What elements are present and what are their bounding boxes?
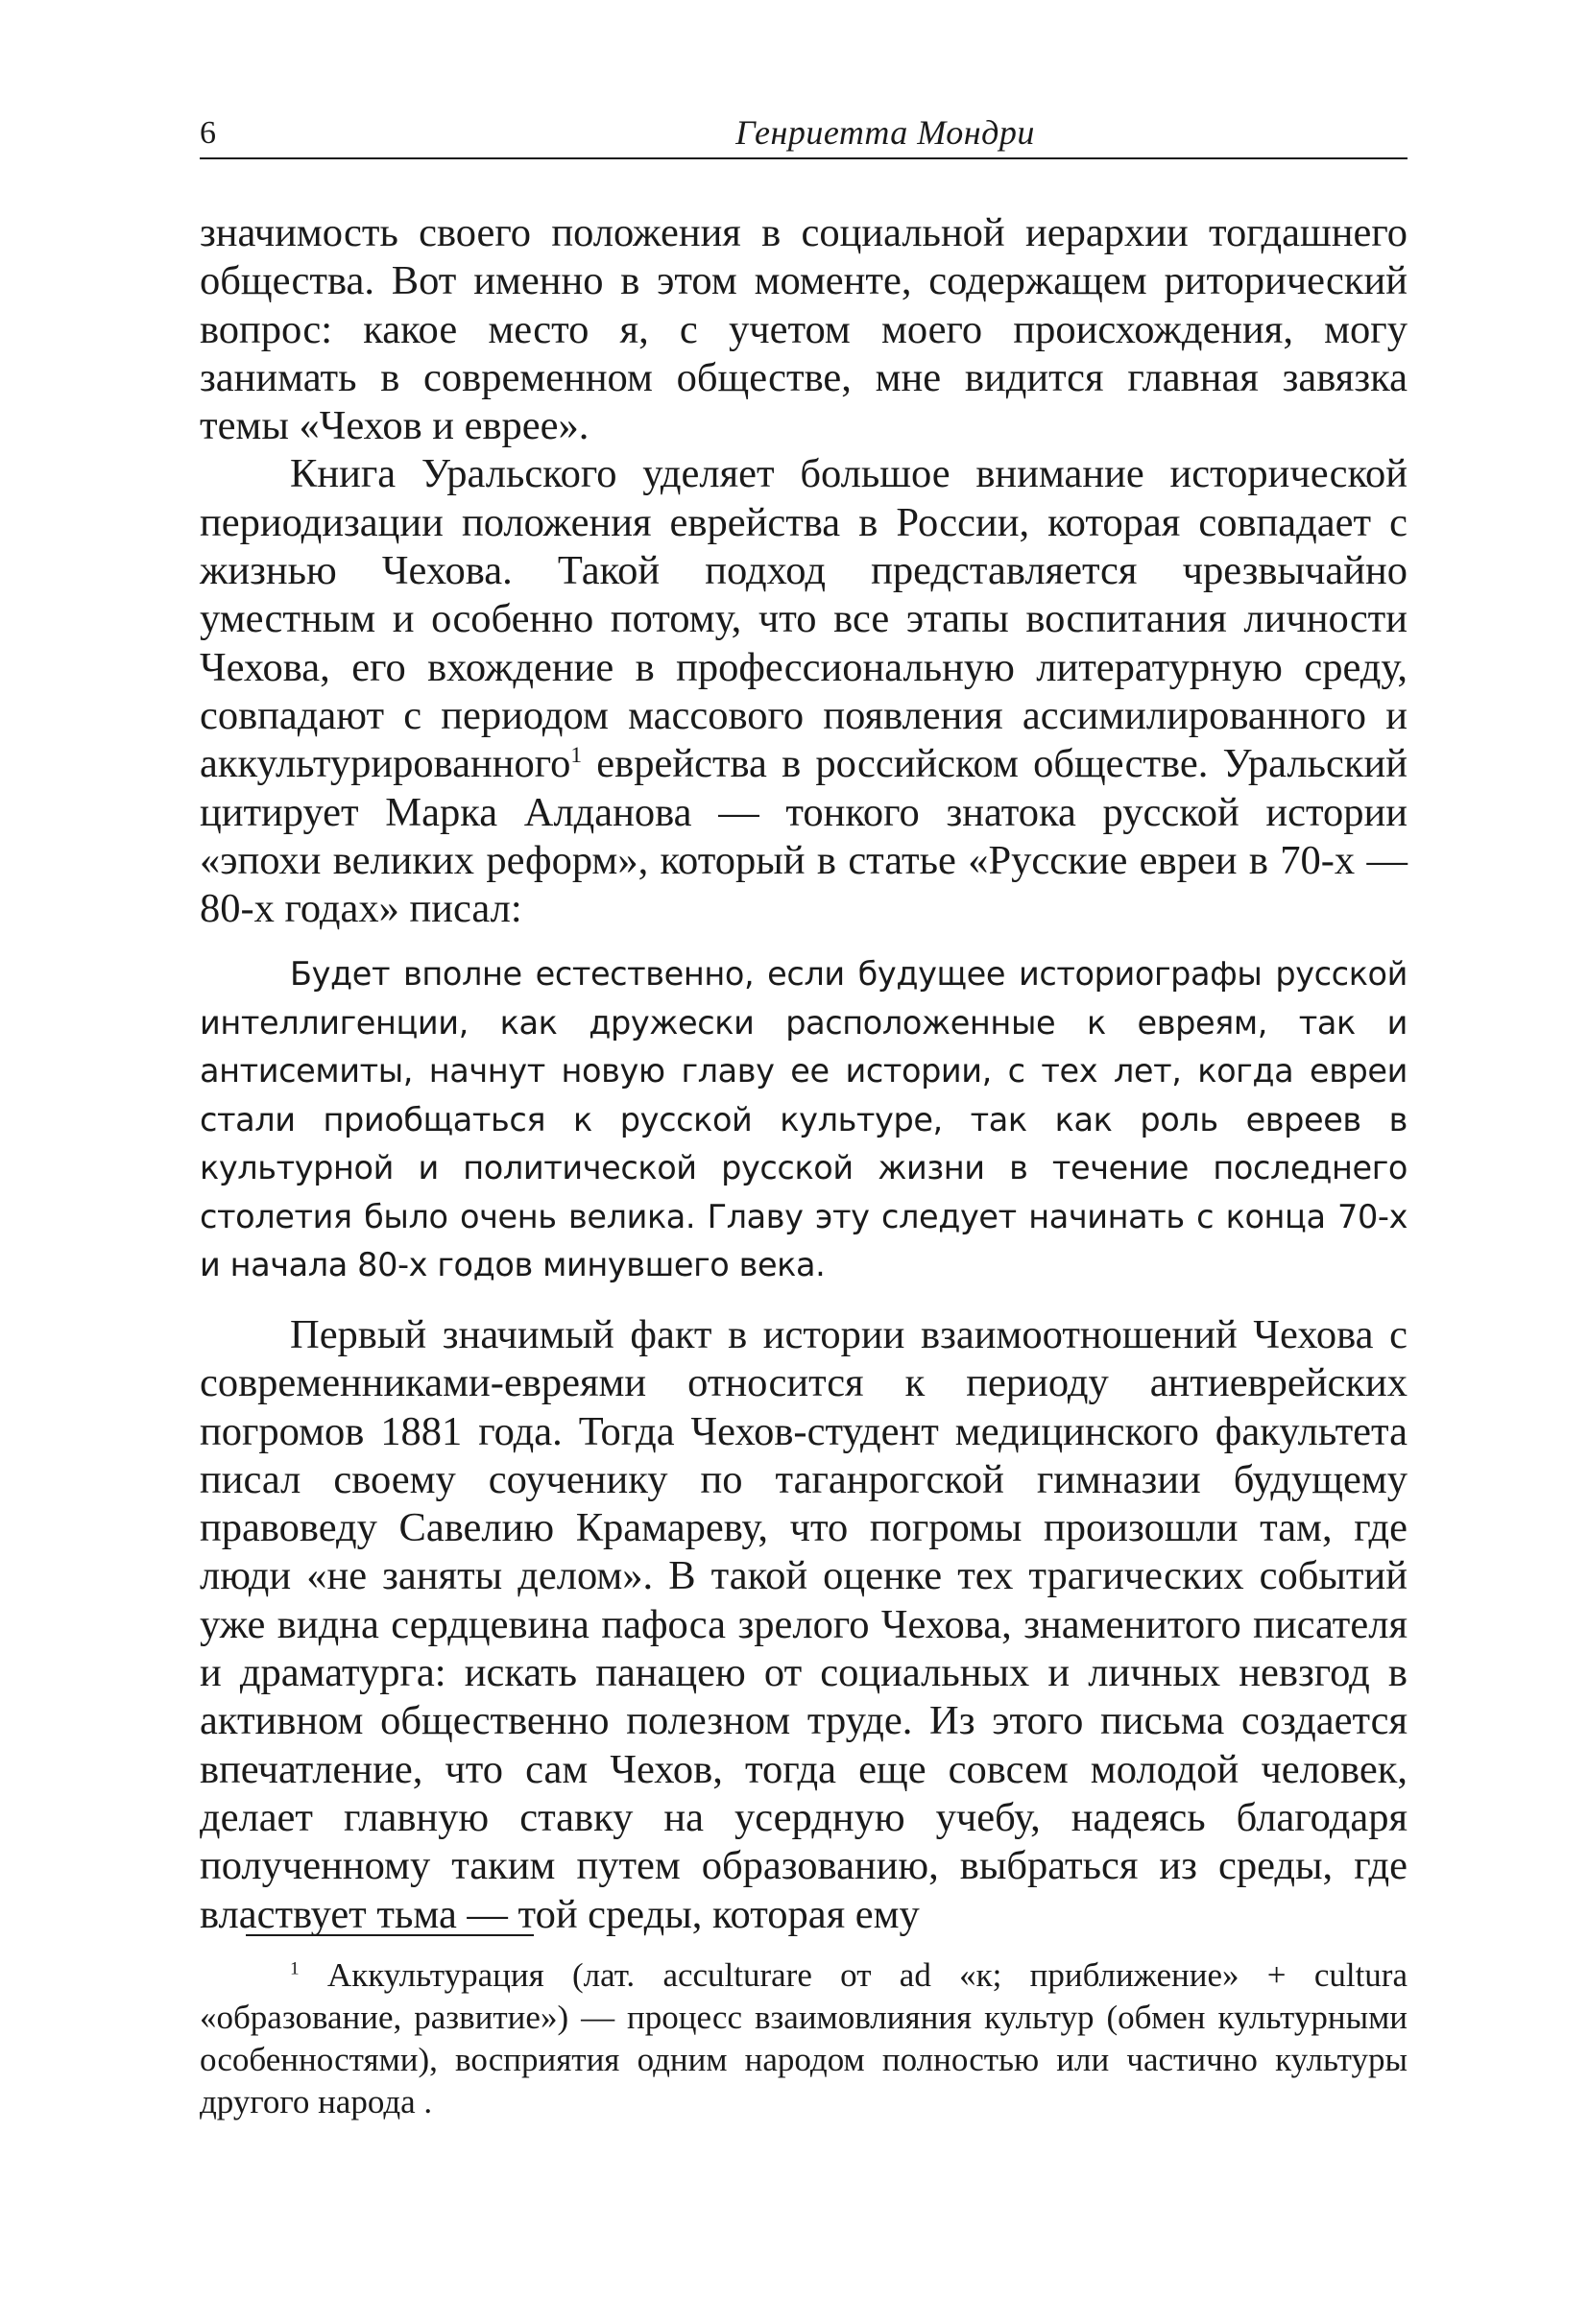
- paragraph-1: значимость своего положения в социальной иерархии тогдашнего общества. Вот именно в этом моменте, содержащем риторический вопрос: какое место я, с учетом моего происхождения, могу занимать в современном обществе, мне видится главная завязка темы «Чехов и еврее».: [200, 210, 1408, 449]
- running-head: [200, 104, 1408, 159]
- footnote-divider: [246, 1934, 534, 1936]
- footnote-text: Аккультурация (лат. acculturare от ad «к; приближение» + cultura «образование, развитие») — процесс взаимовлияния культур (обмен культурными особенностями), восприятия одним народом полностью или частично культуры другого народа .: [200, 1956, 1408, 2120]
- page-number: 6: [200, 115, 216, 151]
- paragraph-3: Первый значимый факт в истории взаимоотношений Чехова с современниками-евреями относится к периоду антиеврейских погромов 1881 года. Тогда Чехов-студент медицинского факультета писал своему соученику по таганрогской гимназии будущему правоведу Савелию Крамареву, что погромы произошли там, где люди «не заняты делом». В такой оценке тех трагических событий уже видна сердцевина пафоса зрелого Чехова, знаменитого писателя и драматурга: искать панацею от социальных и личных невзгод в активном общественно полезном труде. Из этого письма создается впечатление, что сам Чехов, тогда еще совсем молодой человек, делает главную ставку на усердную учебу, надеясь благодаря полученному таким путем образованию, выбраться из среды, где властвует тьма — той среды, которая ему: [200, 1311, 1408, 1937]
- main-text: [200, 209, 1408, 1939]
- footnote-1: [200, 1954, 1408, 2123]
- footnote-reference: 1: [570, 743, 583, 769]
- block-quote: Будет вполне естественно, если будущее историографы русской интеллигенции, как дружески расположенные к евреям, так и антисемиты, начнут новую главу ее истории, с тех лет, когда евреи стали приобщаться к русской культуре, так как роль евреев в культурной и политической русской жизни в течение последнего столетия было очень велика. Главу эту следует начинать с конца 70-х и начала 80-х годов минувшего века.: [200, 955, 1408, 1284]
- footnotes: [200, 1954, 1408, 2123]
- paragraph-2-text-after: еврейства в российском обществе. Уральский цитирует Марка Алданова — тонкого знатока русской истории «эпохи великих реформ», который в статье «Русские евреи в 70-х — 80-х годах» писал:: [200, 741, 1408, 932]
- paragraph-2: [200, 450, 1408, 933]
- paragraph-2-text-before: Книга Уральского уделяет большое внимание исторической периодизации положения еврейства в России, которая совпадает с жизнью Чехова. Такой подход представляется чрезвычайно уместным и особенно потому, что все этапы воспитания личности Чехова, его вхождение в профессиональную литературную среду, совпадают с периодом массового появления ассимилированного и аккультурированного: [200, 451, 1408, 787]
- footnote-mark: 1: [290, 1958, 300, 1979]
- running-title: Генриетта Мондри: [735, 113, 1035, 152]
